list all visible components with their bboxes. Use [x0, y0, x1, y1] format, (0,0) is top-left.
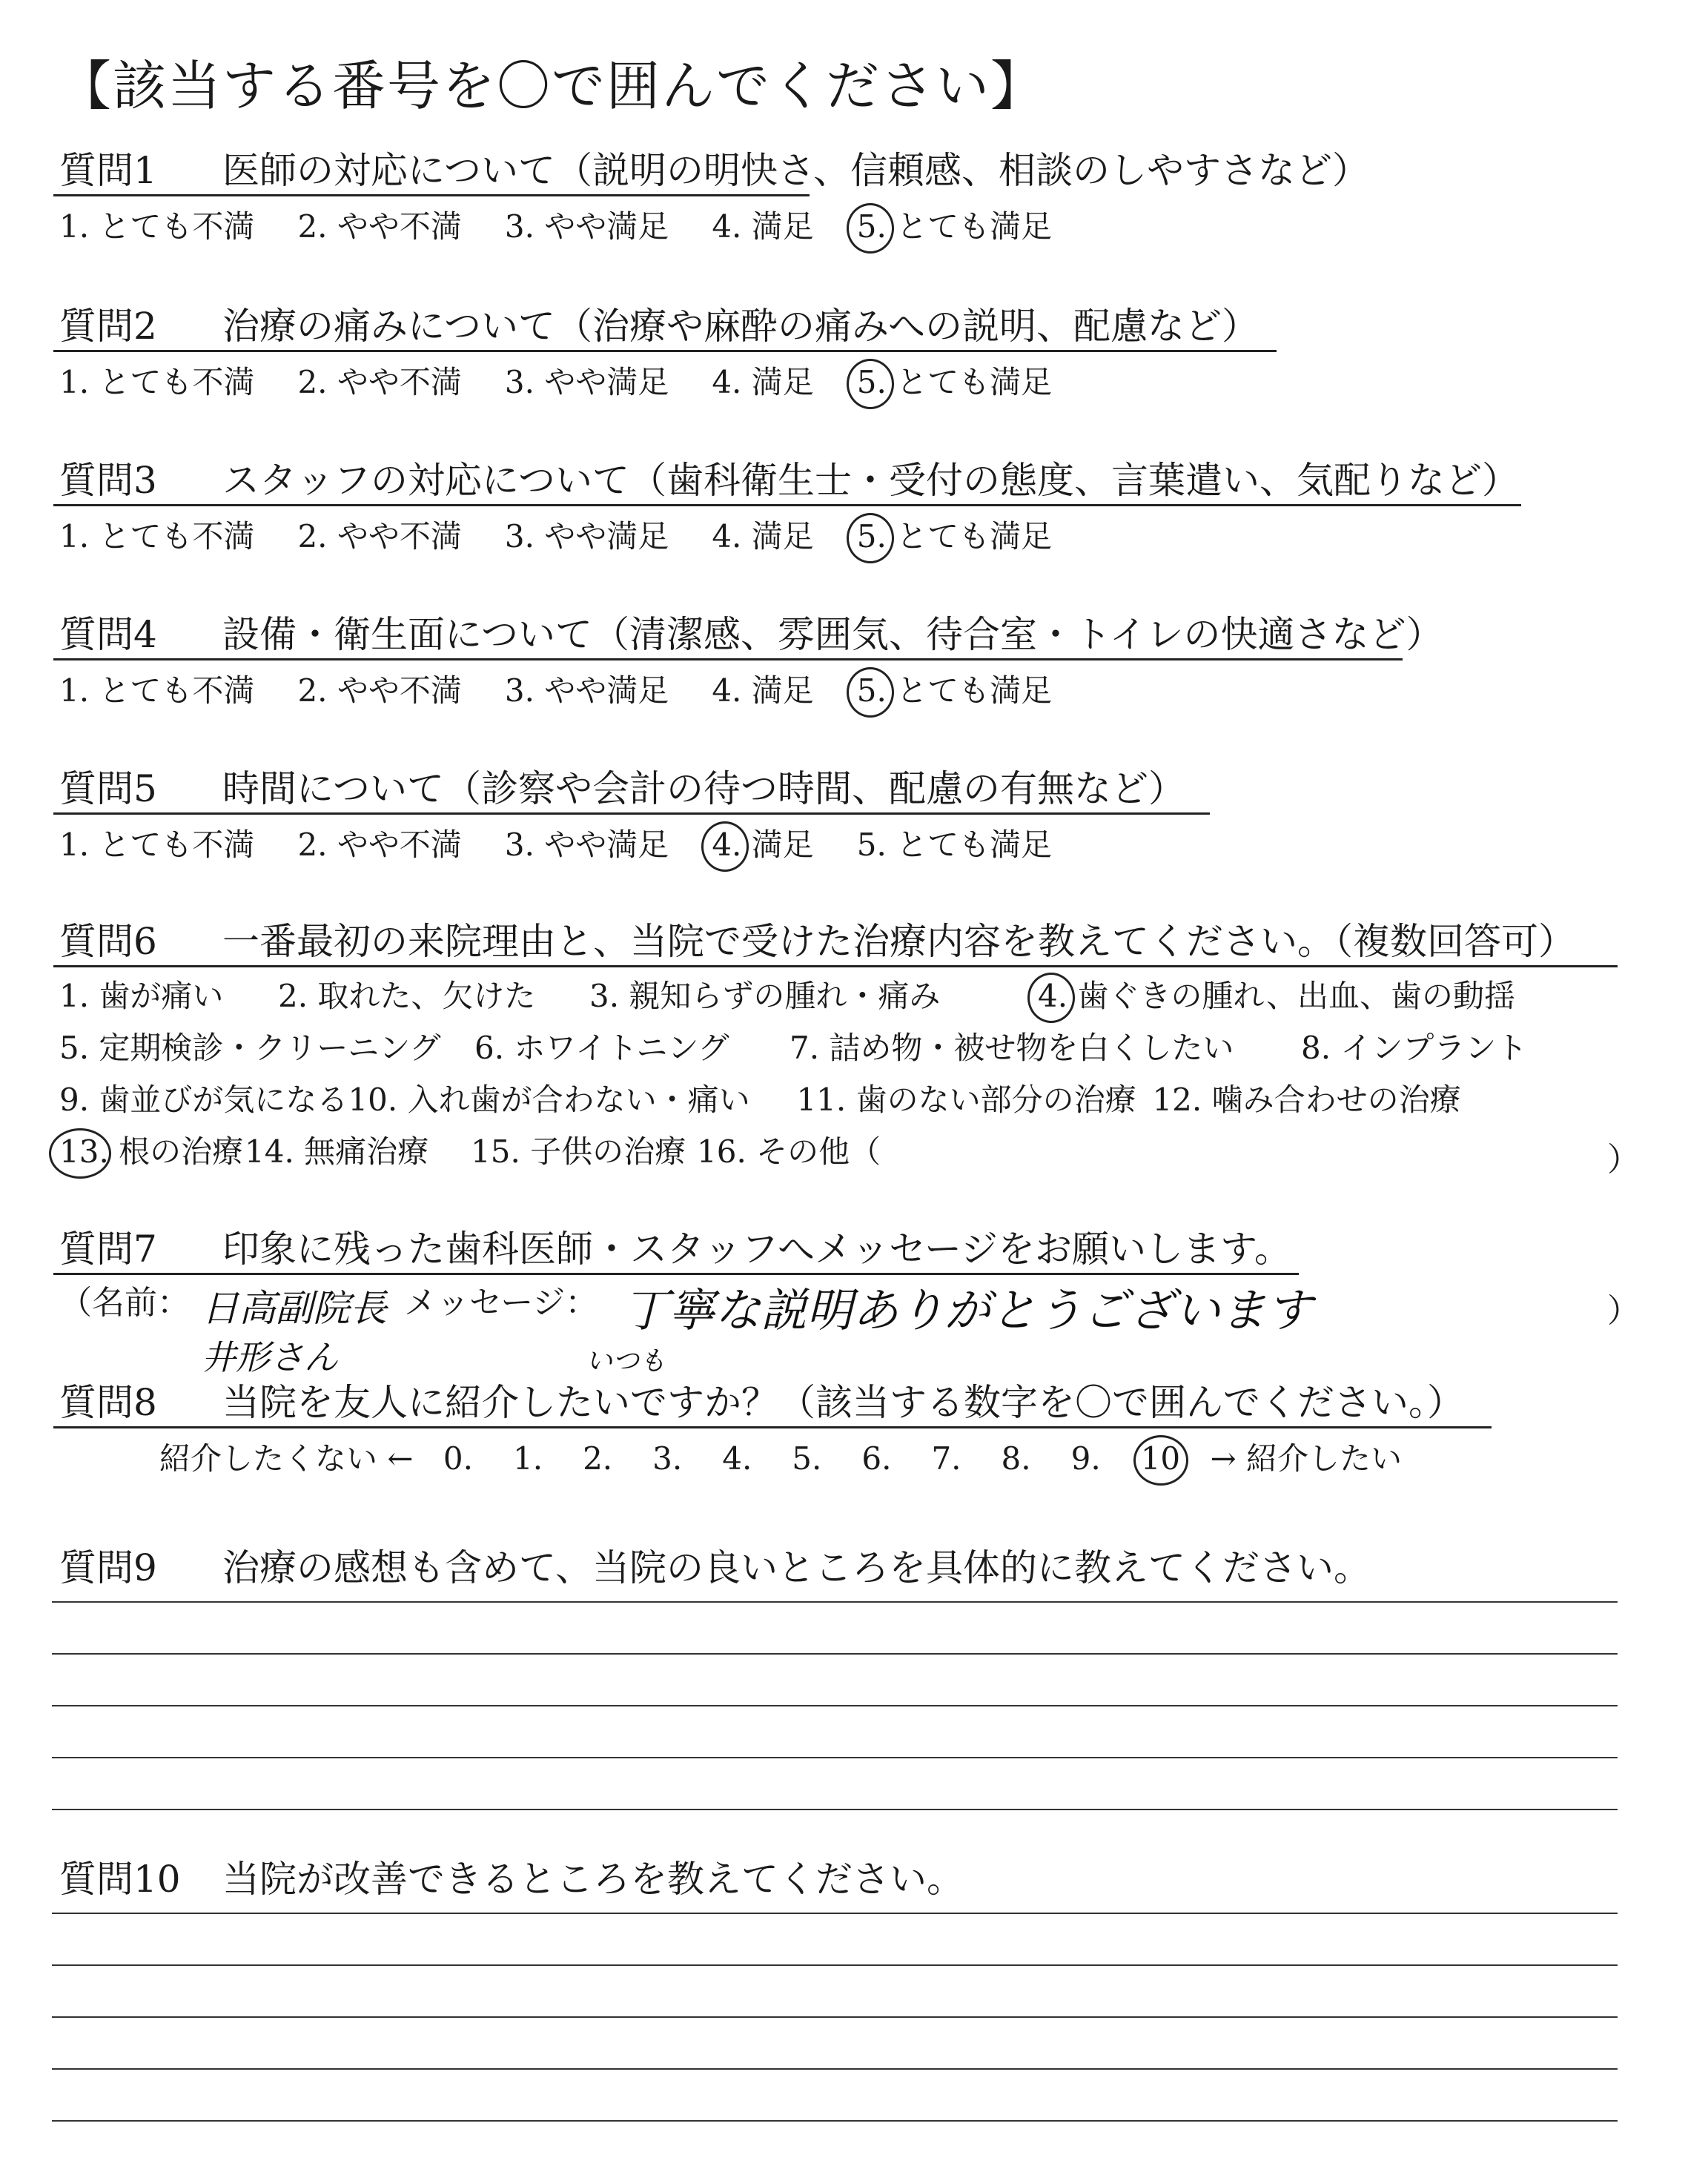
q6-option[interactable]	[245, 1133, 471, 1171]
q5-underline	[53, 812, 1210, 815]
q6-option-row	[59, 1081, 1478, 1119]
q8-scale-label: 5.	[792, 1440, 822, 1477]
q8-scale-option[interactable]	[861, 1440, 891, 1478]
q6-option-row	[59, 1029, 1538, 1067]
q10-text: 当院が改善できるところを教えてください。	[222, 1858, 964, 1901]
q6-option-label: 13. 根の治療	[59, 1133, 244, 1170]
q8-scale-row	[159, 1440, 1402, 1478]
q6-option-row	[59, 977, 1557, 1016]
q8-scale-label: 2.	[583, 1440, 613, 1477]
rating-option-label: 3. やや満足	[504, 364, 669, 400]
q6-option[interactable]	[1038, 977, 1557, 1016]
rating-option[interactable]	[505, 363, 669, 402]
q8-scale-option[interactable]	[1071, 1440, 1101, 1478]
rating-option[interactable]	[857, 517, 1052, 556]
q4-heading	[59, 612, 1443, 657]
rating-option-label: 4. 満足	[712, 672, 814, 709]
q7-handwritten-name-line2: 井形さん	[202, 1337, 338, 1377]
q9-heading	[59, 1546, 1371, 1590]
rating-option-label: 3. やや満足	[504, 827, 669, 863]
rating-option-label: 1. とても不満	[59, 672, 255, 709]
q8-scale-label: 10	[1140, 1440, 1181, 1477]
q6-option-label: 4. 歯ぐきの腫れ、出血、歯の動揺	[1038, 978, 1515, 1014]
q10-answer-lines	[52, 1913, 1618, 2172]
q6-option[interactable]	[474, 1029, 790, 1067]
q6-underline	[53, 965, 1618, 967]
answer-line	[52, 1964, 1618, 1966]
q2-label: 質問2	[59, 305, 157, 348]
q6-option[interactable]	[278, 977, 589, 1016]
rating-option[interactable]	[857, 363, 1052, 402]
q8-scale-label: 1.	[512, 1440, 543, 1477]
q7-name-row	[59, 1284, 190, 1322]
q5-text: 時間について（診察や会計の待つ時間、配慮の有無など）	[222, 767, 1185, 810]
q5-options	[59, 826, 1095, 864]
rating-option[interactable]	[297, 672, 461, 710]
rating-option-label: 4. 満足	[712, 208, 814, 245]
q6-option[interactable]	[59, 977, 278, 1016]
q3-options	[59, 517, 1095, 556]
rating-option-label: 1. とても不満	[59, 518, 255, 554]
q7-name-label: （名前：	[59, 1284, 190, 1322]
rating-option-label: 5. とても満足	[856, 672, 1053, 709]
q8-scale-label: 9.	[1070, 1440, 1101, 1477]
rating-option-label: 1. とても不満	[59, 208, 255, 245]
q6-option-label: 9. 歯並びが気になる	[59, 1082, 348, 1118]
q6-option[interactable]	[589, 977, 1038, 1016]
q6-option[interactable]	[348, 1081, 796, 1119]
rating-option-label: 1. とても不満	[59, 364, 255, 400]
q6-option-label: 10. 入れ歯が合わない・痛い	[348, 1082, 750, 1118]
rating-option-label: 3. やや満足	[504, 518, 669, 554]
answer-line	[52, 1601, 1618, 1603]
q8-scale-label: 6.	[861, 1440, 892, 1477]
rating-option-label: 5. とても満足	[856, 364, 1053, 400]
q6-option-label: 1. 歯が痛い	[59, 978, 224, 1014]
q6-option-label: 16. その他（	[697, 1133, 881, 1170]
q1-heading	[59, 148, 1369, 193]
rating-option[interactable]	[59, 826, 254, 864]
q6-option[interactable]	[697, 1133, 919, 1171]
answer-line	[52, 1705, 1618, 1706]
q7-label: 質問7	[59, 1228, 157, 1271]
rating-option[interactable]	[59, 672, 254, 710]
q2-options	[59, 363, 1095, 402]
q6-label: 質問6	[59, 920, 157, 963]
q10-label: 質問10	[59, 1858, 181, 1901]
q3-underline	[53, 504, 1521, 506]
q8-scale-option[interactable]	[652, 1440, 682, 1478]
q8-scale-option[interactable]	[583, 1440, 612, 1478]
q7-message-label: メッセージ：	[404, 1284, 598, 1322]
q4-underline	[53, 658, 1403, 660]
rating-option[interactable]	[297, 517, 461, 556]
q6-option-label: 7. 詰め物・被せ物を白くしたい	[790, 1030, 1234, 1066]
q6-text: 一番最初の来院理由と、当院で受けた治療内容を教えてください。（複数回答可）	[222, 920, 1575, 963]
q9-text: 治療の感想も含めて、当院の良いところを具体的に教えてください。	[222, 1546, 1371, 1589]
rating-option-label: 5. とても満足	[856, 518, 1053, 554]
rating-option-label: 2. やや不満	[297, 208, 462, 245]
q6-option[interactable]	[59, 1081, 348, 1119]
answer-line	[52, 2016, 1618, 2018]
q6-option-label: 14. 無痛治療	[245, 1133, 429, 1170]
q9-label: 質問9	[59, 1546, 157, 1589]
rating-option[interactable]	[505, 517, 669, 556]
rating-option-label: 5. とても満足	[856, 827, 1053, 863]
q7-close-paren: ）	[1607, 1292, 1640, 1330]
q8-scale-label: 4.	[722, 1440, 752, 1477]
q7-handwritten-message: 丁寧な説明ありがとうございます	[623, 1283, 1313, 1337]
q8-right-label: → 紹介したい	[1210, 1440, 1403, 1477]
q7-text: 印象に残った歯科医師・スタッフへメッセージをお願いします。	[222, 1228, 1291, 1271]
answer-line	[52, 1757, 1618, 1758]
q6-option[interactable]	[59, 1133, 245, 1171]
rating-option[interactable]	[857, 672, 1052, 710]
answer-line	[52, 2120, 1618, 2122]
q8-scale-label: 0.	[443, 1440, 473, 1477]
q6-option-label: 6. ホワイトニング	[474, 1030, 729, 1066]
q8-scale	[423, 1440, 1200, 1478]
rating-option-label: 2. やや不満	[297, 827, 462, 863]
rating-option-label: 3. やや満足	[504, 208, 669, 245]
q6-option[interactable]	[796, 1081, 1152, 1119]
rating-option-label: 2. やや不満	[297, 672, 462, 709]
q8-heading	[59, 1380, 1464, 1425]
q6-option[interactable]	[790, 1029, 1301, 1067]
q7-handwritten-insert: いつも	[586, 1346, 666, 1377]
q6-option[interactable]	[59, 1029, 474, 1067]
q6-option-label: 8. インプラント	[1301, 1030, 1528, 1066]
q4-label: 質問4	[59, 613, 157, 656]
q2-underline	[53, 350, 1277, 352]
answer-line	[52, 2068, 1618, 2070]
rating-option[interactable]	[297, 363, 461, 402]
rating-option-label: 2. やや不満	[297, 518, 462, 554]
q6-heading	[59, 919, 1575, 964]
answer-line	[52, 1653, 1618, 1655]
rating-option[interactable]	[505, 208, 669, 246]
q8-scale-option[interactable]	[1002, 1440, 1031, 1478]
selection-circle	[1133, 1435, 1188, 1486]
q2-text: 治療の痛みについて（治療や麻酔の痛みへの説明、配慮など）	[222, 305, 1259, 348]
q6-option-label: 5. 定期検診・クリーニング	[59, 1030, 441, 1066]
q1-text: 医師の対応について（説明の明快さ、信頼感、相談のしやすさなど）	[222, 149, 1369, 192]
q3-heading	[59, 458, 1519, 503]
q8-text: 当院を友人に紹介したいですか？（該当する数字を〇で囲んでください。）	[222, 1381, 1464, 1424]
rating-option[interactable]	[59, 208, 254, 246]
q8-underline	[53, 1426, 1492, 1428]
rating-option[interactable]	[297, 208, 461, 246]
rating-option[interactable]	[59, 363, 254, 402]
q8-scale-option[interactable]	[792, 1440, 821, 1478]
q7-heading	[59, 1227, 1291, 1271]
rating-option-label: 1. とても不満	[59, 827, 255, 863]
q8-scale-option[interactable]	[443, 1440, 473, 1478]
q6-option[interactable]	[1152, 1081, 1478, 1119]
q8-scale-option[interactable]	[931, 1440, 961, 1478]
rating-option[interactable]	[857, 826, 1052, 864]
q6-option-label: 11. 歯のない部分の治療	[796, 1082, 1136, 1118]
q3-label: 質問3	[59, 459, 157, 502]
rating-option[interactable]	[505, 826, 669, 864]
q6-option[interactable]	[471, 1133, 697, 1171]
q8-scale-label: 8.	[1001, 1440, 1031, 1477]
rating-option-label: 4. 満足	[712, 827, 814, 863]
q8-scale-label: 7.	[931, 1440, 961, 1477]
rating-option[interactable]	[857, 208, 1052, 246]
q8-scale-option[interactable]	[513, 1440, 543, 1478]
q5-heading	[59, 767, 1185, 811]
q4-text: 設備・衛生面について（清潔感、雰囲気、待合室・トイレの快適さなど）	[222, 613, 1443, 656]
q1-label: 質問1	[59, 149, 157, 192]
q3-text: スタッフの対応について（歯科衛生士・受付の態度、言葉遣い、気配りなど）	[222, 459, 1519, 502]
q7-handwritten-name-line1: 日高副院長	[202, 1287, 387, 1330]
q6-option-label: 2. 取れた、欠けた	[278, 978, 536, 1014]
q4-options	[59, 672, 1095, 710]
q1-options	[59, 208, 1095, 246]
q2-heading	[59, 304, 1259, 348]
rating-option-label: 4. 満足	[712, 364, 814, 400]
q5-label: 質問5	[59, 767, 157, 810]
q8-scale-label: 3.	[652, 1440, 683, 1477]
q9-answer-lines	[52, 1601, 1618, 1861]
q6-option-label: 3. 親知らずの腫れ・痛み	[589, 978, 941, 1014]
rating-option[interactable]	[59, 517, 254, 556]
rating-option-label: 5. とても満足	[856, 208, 1053, 245]
rating-option-label: 4. 満足	[712, 518, 814, 554]
answer-line	[52, 1809, 1618, 1810]
q10-heading	[59, 1857, 964, 1901]
answer-line	[52, 1913, 1618, 1914]
rating-option-label: 3. やや満足	[504, 672, 669, 709]
q8-scale-option[interactable]	[1141, 1440, 1180, 1478]
rating-option[interactable]	[297, 826, 461, 864]
q8-left-label: 紹介したくない ←	[159, 1440, 414, 1477]
rating-option[interactable]	[505, 672, 669, 710]
q6-option-label: 15. 子供の治療	[471, 1133, 686, 1170]
q1-underline	[53, 194, 810, 196]
rating-option[interactable]	[712, 672, 813, 710]
q6-close-paren: ）	[1607, 1141, 1640, 1179]
q6-option-label: 12. 噛み合わせの治療	[1152, 1082, 1461, 1118]
rating-option[interactable]	[712, 517, 813, 556]
rating-option[interactable]	[712, 826, 813, 864]
rating-option[interactable]	[712, 363, 813, 402]
page-title: 【該当する番号を〇で囲んでください】	[58, 55, 1046, 117]
rating-option[interactable]	[712, 208, 813, 246]
q6-option-row	[59, 1133, 919, 1171]
q8-label: 質問8	[59, 1381, 157, 1424]
rating-option-label: 2. やや不満	[297, 364, 462, 400]
q8-scale-option[interactable]	[722, 1440, 752, 1478]
q6-option[interactable]	[1301, 1029, 1538, 1067]
